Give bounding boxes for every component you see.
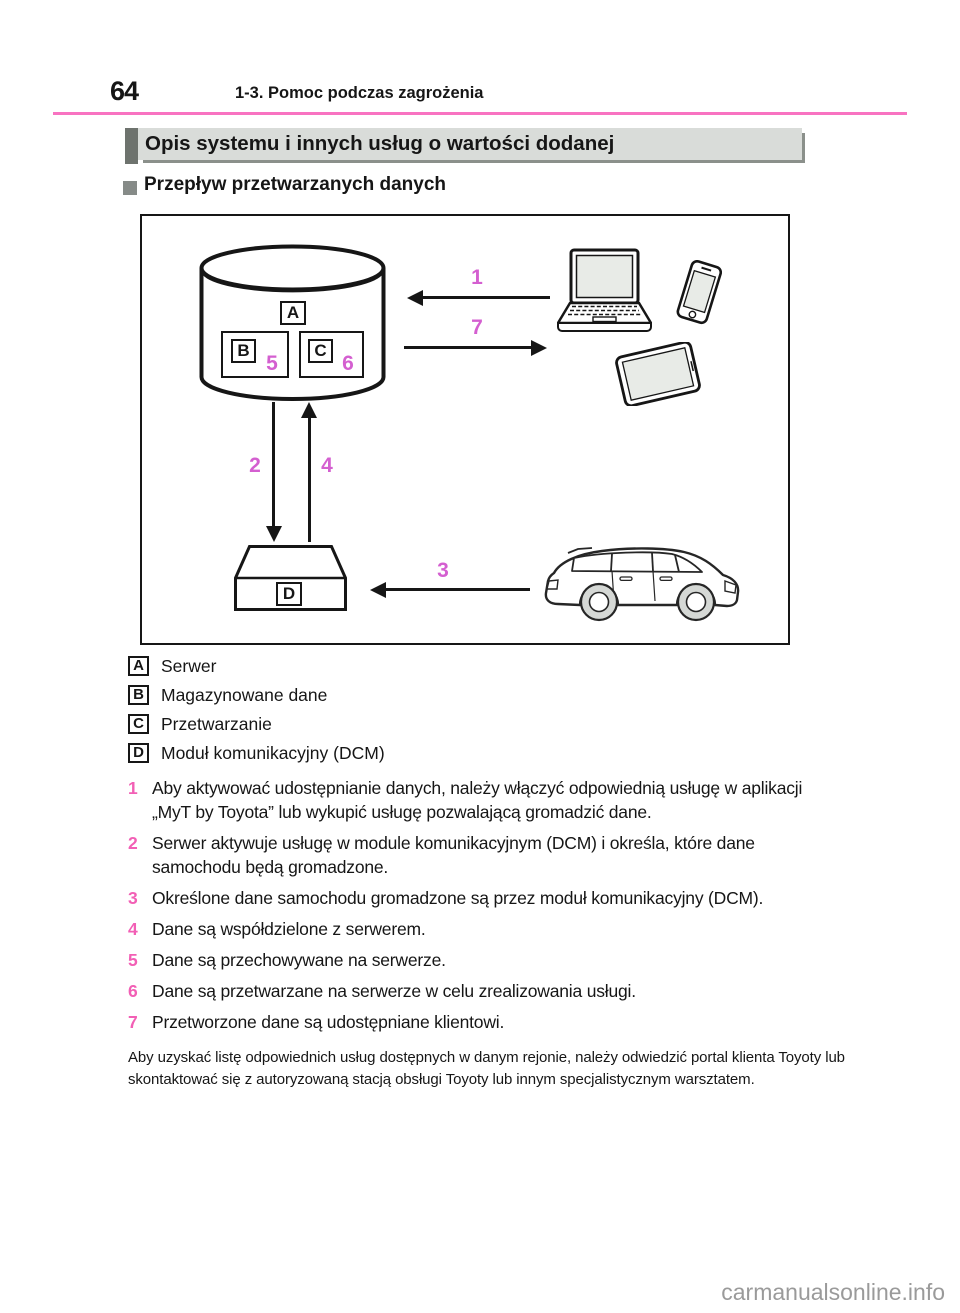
legend-key-b: B [128,685,149,705]
legend-item-stored-data [128,685,844,705]
step-number: 6 [128,981,138,1001]
step-text: Dane są przechowywane na serwerze. [152,950,446,970]
step-text: Aby aktywować udostępnianie danych, należy włączyć odpowiednią usługę w aplikacji „MyT by Toyota” lub wykupić usługę pozwalającą gromadzić dane. [152,778,803,822]
step-number: 1 [128,778,138,798]
arrow-7-line [404,346,532,349]
step-number: 2 [128,833,138,853]
step-text: Dane są współdzielone z serwerem. [152,919,426,939]
flow-number-3: 3 [437,559,449,582]
step-number: 3 [128,888,138,908]
node-server-label: A [280,301,306,325]
node-dcm-label: D [276,582,302,606]
flow-number-1: 1 [471,266,483,289]
arrow-2-line [272,402,275,528]
arrow-1-line [422,296,550,299]
step-item-4 [128,917,844,941]
bullet-square-icon [123,181,137,195]
title-accent-bar [125,128,138,164]
arrow-7-head [531,340,547,356]
step-item-6 [128,979,844,1003]
watermark: carmanualsonline.info [721,1279,945,1305]
diagram-frame [140,214,790,645]
flow-number-5: 5 [266,352,278,375]
step-number: 4 [128,919,138,939]
smartphone-icon [676,260,722,326]
legend-item-processing [128,714,844,734]
page-number: 64 [110,76,139,106]
arrow-4-line [308,416,311,542]
header-rule [53,112,907,115]
arrow-2-head [266,526,282,542]
legend-item-dcm [128,743,844,763]
tablet-icon [613,342,703,406]
content-block [128,656,844,1090]
step-item-3 [128,886,844,910]
step-item-2 [128,831,844,879]
arrow-3-line [385,588,530,591]
step-number: 7 [128,1012,138,1032]
arrow-3-head [370,582,386,598]
legend-key-d: D [128,743,149,763]
flow-number-6: 6 [342,352,354,375]
legend-label: Przetwarzanie [161,713,272,734]
flow-number-7: 7 [471,316,483,339]
step-text: Określone dane samochodu gromadzone są przez moduł komunikacyjny (DCM). [152,888,764,908]
step-item-5 [128,948,844,972]
legend-label: Moduł komunikacyjny (DCM) [161,742,385,763]
flow-number-2: 2 [249,454,261,477]
legend-label: Serwer [161,655,217,676]
section-header: 1-3. Pomoc podczas zagrożenia [235,84,484,102]
step-number: 5 [128,950,138,970]
car-icon [532,543,744,623]
step-text: Przetworzone dane są udostępniane klientowi. [152,1012,505,1032]
subheading: Przepływ przetwarzanych danych [144,174,446,195]
node-storage-label: B [231,339,256,363]
footer-note: Aby uzyskać listę odpowiednich usług dostępnych w danym rejonie, należy odwiedzić portal klienta Toyoty lub skontaktować się z autoryzowaną stacją obsługi Toyoty lub innym specjalistycznym warsztatem. [128,1049,845,1088]
node-processing-label: C [308,339,333,363]
flow-number-4: 4 [321,454,333,477]
page-title: Opis systemu i innych usług o wartości dodanej [145,132,615,155]
arrow-1-head [407,290,423,306]
legend-key-c: C [128,714,149,734]
legend-key-a: A [128,656,149,676]
step-text: Serwer aktywuje usługę w module komunikacyjnym (DCM) i określa, które dane samochodu będą gromadzone. [152,833,755,877]
steps-list [128,776,844,1034]
title-bar [125,128,802,164]
step-item-1 [128,776,844,824]
step-item-7 [128,1010,844,1034]
step-text: Dane są przetwarzane na serwerze w celu zrealizowania usługi. [152,981,636,1001]
legend-item-server [128,656,844,676]
laptop-icon [557,248,652,334]
legend-label: Magazynowane dane [161,684,328,705]
